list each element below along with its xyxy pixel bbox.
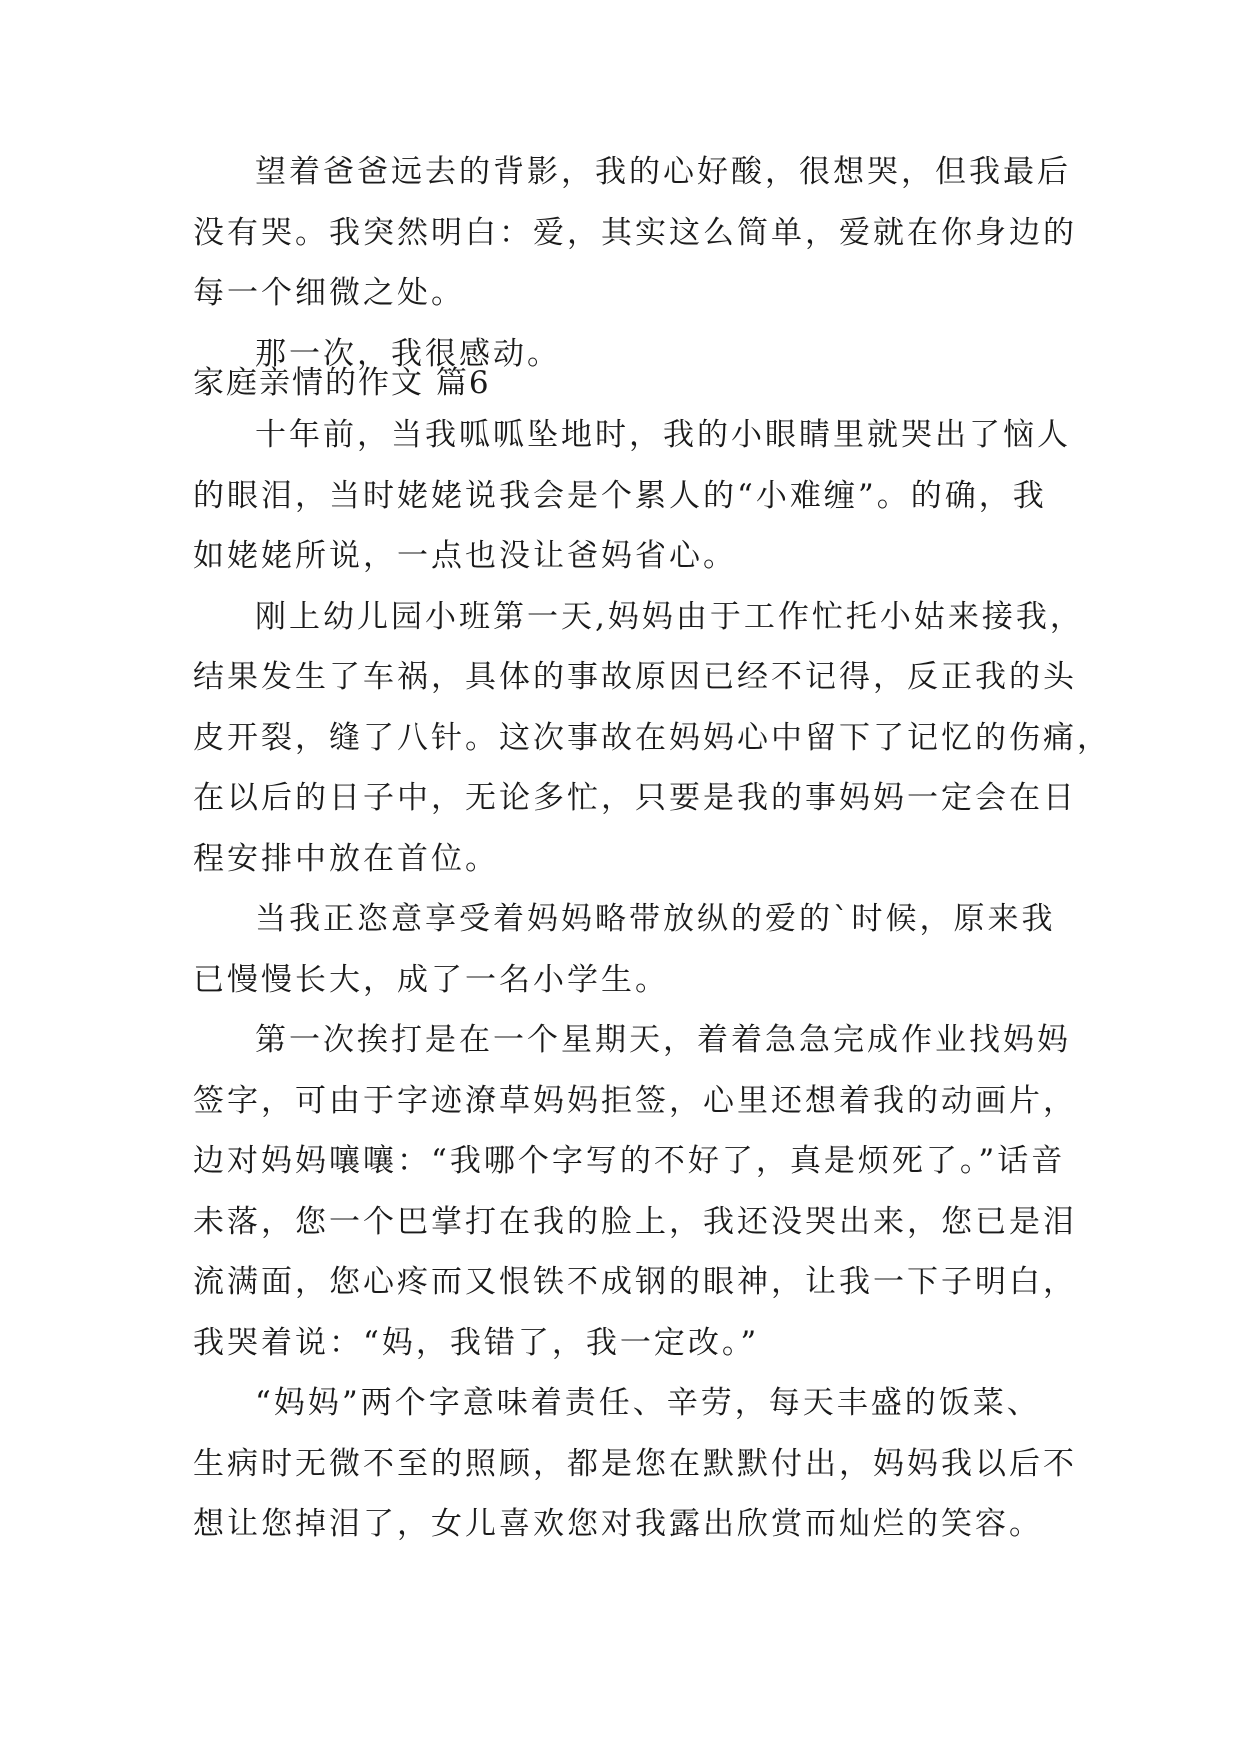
text-line: “妈妈”两个字意味着责任、辛劳，每天丰盛的饭菜、 <box>255 1385 1041 1421</box>
text-line: 在以后的日子中，无论多忙，只要是我的事妈妈一定会在日 <box>193 780 1077 816</box>
text-line: 我哭着说：“妈，我错了，我一定改。” <box>193 1324 760 1361</box>
text-line: 那一次，我很感动。 <box>255 335 561 372</box>
paragraph-4 <box>193 587 1111 890</box>
text-line: 的眼泪，当时姥姥说我会是个累人的“小难缠”。的确，我 <box>193 477 1047 514</box>
paragraph-7 <box>193 1373 1077 1555</box>
text-line: 程安排中放在首位。 <box>193 840 499 877</box>
text-line: 流满面，您心疼而又恨铁不成钢的眼神，让我一下子明白， <box>193 1264 1077 1300</box>
text-line: 边对妈妈嚷嚷：“我哪个字写的不好了，真是烦死了。”话音 <box>193 1143 1066 1179</box>
text-line: 签字，可由于字迹潦草妈妈拒签，心里还想着我的动画片， <box>193 1082 1077 1119</box>
paragraph-6 <box>193 1010 1077 1373</box>
text-line: 生病时无微不至的照顾，都是您在默默付出，妈妈我以后不 <box>193 1445 1077 1482</box>
text-line: 如姥姥所说，一点也没让爸妈省心。 <box>193 538 737 574</box>
paragraph-5 <box>193 889 1056 1010</box>
text-line: 皮开裂，缝了八针。这次事故在妈妈心中留下了记忆的伤痛， <box>193 719 1111 756</box>
text-block-top <box>193 142 1077 384</box>
text-block-main <box>193 405 1111 1555</box>
text-line: 十年前，当我呱呱坠地时，我的小眼睛里就哭出了恼人 <box>255 417 1071 453</box>
text-line: 结果发生了车祸，具体的事故原因已经不记得，反正我的头 <box>193 659 1077 695</box>
paragraph-1 <box>193 142 1077 324</box>
text-line: 已慢慢长大，成了一名小学生。 <box>193 961 669 998</box>
text-line: 未落，您一个巴掌打在我的脸上，我还没哭出来，您已是泪 <box>193 1203 1077 1240</box>
section-title: 家庭亲情的作文 篇6 <box>193 365 491 401</box>
text-line: 每一个细微之处。 <box>193 275 465 311</box>
text-line: 没有哭。我突然明白：爱，其实这么简单，爱就在你身边的 <box>193 214 1077 251</box>
text-line: 想让您掉泪了，女儿喜欢您对我露出欣赏而灿烂的笑容。 <box>193 1506 1043 1542</box>
text-line: 第一次挨打是在一个星期天，着着急急完成作业找妈妈 <box>255 1022 1071 1058</box>
paragraph-3 <box>193 405 1071 587</box>
text-line: 望着爸爸远去的背影，我的心好酸，很想哭，但我最后 <box>255 154 1071 190</box>
text-line: 刚上幼儿园小班第一天,妈妈由于工作忙托小姑来接我， <box>255 598 1084 635</box>
text-line: 当我正恣意享受着妈妈略带放纵的爱的`时候，原来我 <box>255 901 1056 937</box>
